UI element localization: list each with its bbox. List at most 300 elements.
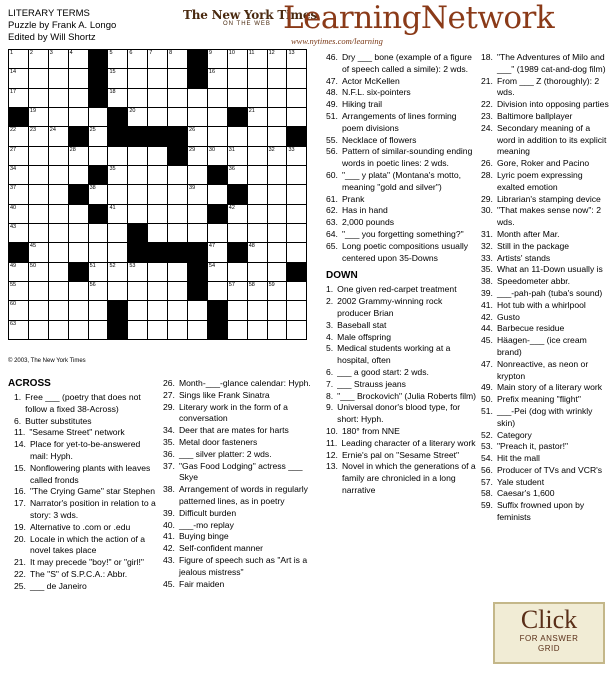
across-clues-col2: [163, 378, 323, 590]
grid-cell[interactable]: [247, 224, 267, 243]
grid-cell[interactable]: [227, 88, 247, 107]
cell-number: 18: [109, 88, 116, 95]
grid-cell[interactable]: [68, 146, 88, 165]
grid-row: [9, 243, 307, 262]
grid-cell[interactable]: [287, 88, 307, 107]
black-square: [168, 146, 188, 165]
clue-text: Nonreactive, as neon or krypton: [496, 358, 589, 381]
grid-cell[interactable]: [168, 185, 188, 204]
grid-cell[interactable]: [148, 108, 168, 127]
grid-cell[interactable]: [247, 243, 267, 262]
grid-cell[interactable]: [188, 166, 208, 185]
grid-cell[interactable]: [68, 282, 88, 301]
clue-text: 2002 Grammy-winning rock producer Brian: [337, 296, 443, 318]
grid-cell[interactable]: [267, 146, 287, 165]
grid-cell[interactable]: [88, 127, 108, 146]
grid-cell[interactable]: [48, 243, 68, 262]
grid-cell[interactable]: [247, 185, 267, 204]
grid-cell[interactable]: [68, 224, 88, 243]
clue-item: [326, 194, 478, 206]
clue-number: 1.: [326, 284, 334, 295]
clue-number: 39.: [481, 287, 493, 298]
grid-cell[interactable]: [108, 204, 128, 223]
grid-cell[interactable]: [247, 146, 267, 165]
grid-cell[interactable]: [207, 50, 227, 69]
grid-cell[interactable]: [168, 224, 188, 243]
clue-number: 55.: [326, 134, 338, 145]
grid-cell[interactable]: [267, 108, 287, 127]
grid-cell[interactable]: [48, 282, 68, 301]
clue-number: 57.: [481, 476, 493, 487]
grid-cell[interactable]: [88, 301, 108, 320]
grid-cell[interactable]: [28, 69, 48, 88]
grid-cell[interactable]: [128, 166, 148, 185]
grid-cell[interactable]: [188, 127, 208, 146]
grid-cell[interactable]: [267, 301, 287, 320]
grid-cell[interactable]: [48, 166, 68, 185]
grid-cell[interactable]: [148, 204, 168, 223]
grid-cell[interactable]: [148, 185, 168, 204]
grid-cell[interactable]: [188, 108, 208, 127]
grid-cell[interactable]: [128, 185, 148, 204]
grid-cell[interactable]: [227, 262, 247, 281]
clue-text: Actor McKellen: [341, 75, 400, 86]
grid-cell[interactable]: [48, 127, 68, 146]
grid-cell[interactable]: [9, 301, 29, 320]
black-square: [207, 204, 227, 223]
grid-cell[interactable]: [9, 204, 29, 223]
cell-number: 5: [109, 50, 113, 56]
grid-cell[interactable]: [9, 282, 29, 301]
cell-number: 36: [228, 166, 235, 173]
clue-item: [481, 406, 609, 430]
grid-cell[interactable]: [68, 69, 88, 88]
clue-number: 47.: [481, 358, 493, 369]
grid-cell[interactable]: [168, 166, 188, 185]
grid-cell[interactable]: [88, 108, 108, 127]
grid-cell[interactable]: [128, 50, 148, 69]
grid-cell[interactable]: [267, 69, 287, 88]
black-square: [108, 108, 128, 127]
clue-text: Universal donor's blood type, for short: Hyph.: [337, 402, 461, 425]
grid-cell[interactable]: [28, 185, 48, 204]
grid-cell[interactable]: [108, 282, 128, 301]
grid-cell[interactable]: [48, 50, 68, 69]
grid-cell[interactable]: [227, 282, 247, 301]
grid-cell[interactable]: [108, 146, 128, 165]
black-square: [88, 88, 108, 107]
cell-number: 63: [10, 320, 17, 327]
grid-cell[interactable]: [9, 69, 29, 88]
clue-text: Still in the package: [496, 240, 570, 251]
grid-cell[interactable]: [188, 301, 208, 320]
clue-text: Leading character of a literary work: [341, 437, 476, 448]
grid-cell[interactable]: [168, 262, 188, 281]
grid-cell[interactable]: [168, 50, 188, 69]
grid-cell[interactable]: [287, 185, 307, 204]
grid-cell[interactable]: [9, 88, 29, 107]
cell-number: 31: [228, 146, 235, 153]
clue-number: 38.: [481, 276, 493, 287]
learning-network-logo[interactable]: [183, 0, 608, 48]
grid-row: [9, 146, 307, 165]
cell-number: 6: [129, 50, 133, 56]
clue-text: Baseball stat: [337, 319, 387, 330]
grid-cell[interactable]: [28, 108, 48, 127]
cell-number: 39: [189, 185, 196, 192]
grid-cell[interactable]: [148, 166, 168, 185]
grid-cell[interactable]: [148, 146, 168, 165]
grid-cell[interactable]: [168, 88, 188, 107]
clue-number: 36.: [163, 448, 175, 459]
grid-cell[interactable]: [9, 50, 29, 69]
grid-cell[interactable]: [28, 88, 48, 107]
clue-item: [163, 402, 323, 426]
grid-cell[interactable]: [88, 262, 108, 281]
clue-number: 15.: [14, 462, 26, 473]
grid-cell[interactable]: [168, 108, 188, 127]
grid-cell[interactable]: [9, 166, 29, 185]
cell-number: 57: [228, 282, 235, 289]
grid-cell[interactable]: [28, 262, 48, 281]
grid-cell[interactable]: [287, 282, 307, 301]
grid-cell[interactable]: [9, 185, 29, 204]
clue-number: 19.: [14, 521, 26, 532]
clue-item: [481, 276, 609, 288]
clue-item: [163, 425, 323, 437]
grid-cell[interactable]: [267, 166, 287, 185]
grid-cell[interactable]: [9, 146, 29, 165]
clue-text: Free ___ (poetry that does not follow a fixed 38-Across): [25, 392, 141, 414]
cell-number: 48: [248, 243, 255, 250]
grid-cell[interactable]: [108, 69, 128, 88]
grid-cell[interactable]: [188, 224, 208, 243]
black-square: [88, 69, 108, 88]
clue-text: Necklace of flowers: [341, 134, 417, 145]
grid-cell[interactable]: [148, 224, 168, 243]
grid-cell[interactable]: [28, 301, 48, 320]
grid-cell[interactable]: [267, 224, 287, 243]
grid-cell[interactable]: [148, 301, 168, 320]
cell-number: 14: [10, 69, 17, 76]
grid-cell[interactable]: [128, 320, 148, 339]
grid-cell[interactable]: [48, 224, 68, 243]
grid-cell[interactable]: [128, 108, 148, 127]
grid-cell[interactable]: [168, 320, 188, 339]
grid-cell[interactable]: [247, 320, 267, 339]
grid-cell[interactable]: [267, 243, 287, 262]
clue-text: ___ de Janeiro: [29, 580, 87, 591]
cell-number: 51: [89, 262, 96, 269]
grid-cell[interactable]: [88, 146, 108, 165]
grid-cell[interactable]: [207, 262, 227, 281]
grid-cell[interactable]: [247, 204, 267, 223]
grid-cell[interactable]: [227, 301, 247, 320]
clue-item: [14, 522, 158, 534]
grid-cell[interactable]: [247, 127, 267, 146]
grid-cell[interactable]: [108, 166, 128, 185]
grid-cell[interactable]: [28, 204, 48, 223]
grid-cell[interactable]: [148, 262, 168, 281]
grid-cell[interactable]: [9, 224, 29, 243]
grid-cell[interactable]: [227, 204, 247, 223]
clue-number: 21.: [481, 75, 493, 86]
clue-item: [481, 123, 609, 158]
grid-cell[interactable]: [188, 146, 208, 165]
grid-cell[interactable]: [68, 320, 88, 339]
clue-item: [481, 382, 609, 394]
grid-cell[interactable]: [128, 69, 148, 88]
black-square: [88, 50, 108, 69]
grid-cell[interactable]: [267, 50, 287, 69]
grid-cell[interactable]: [227, 69, 247, 88]
grid-cell[interactable]: [88, 185, 108, 204]
clue-number: 10.: [326, 425, 338, 436]
clue-number: 29.: [163, 401, 175, 412]
grid-cell[interactable]: [247, 262, 267, 281]
grid-cell[interactable]: [148, 320, 168, 339]
grid-cell[interactable]: [188, 88, 208, 107]
black-square: [188, 69, 208, 88]
grid-cell[interactable]: [207, 146, 227, 165]
clue-item: [481, 194, 609, 206]
clue-number: 48.: [326, 87, 338, 98]
clue-number: 59.: [481, 500, 493, 511]
clue-text: Narrator's position in relation to a story: 3 wds.: [29, 498, 156, 520]
grid-cell[interactable]: [267, 262, 287, 281]
grid-cell[interactable]: [287, 243, 307, 262]
clue-text: "The Crying Game" star Stephen: [29, 486, 155, 497]
grid-cell[interactable]: [247, 88, 267, 107]
grid-cell[interactable]: [207, 224, 227, 243]
grid-cell[interactable]: [287, 50, 307, 69]
grid-cell[interactable]: [148, 69, 168, 88]
cell-number: 41: [109, 204, 116, 211]
grid-cell[interactable]: [128, 262, 148, 281]
grid-cell[interactable]: [128, 301, 148, 320]
grid-cell[interactable]: [207, 88, 227, 107]
grid-cell[interactable]: [168, 301, 188, 320]
cell-number: 21: [248, 108, 255, 115]
cell-number: 45: [29, 243, 37, 250]
grid-cell[interactable]: [227, 146, 247, 165]
clue-number: 54.: [481, 453, 493, 464]
grid-cell[interactable]: [207, 185, 227, 204]
answer-grid-button[interactable]: [493, 602, 605, 664]
grid-cell[interactable]: [188, 204, 208, 223]
grid-row: [9, 282, 307, 301]
grid-cell[interactable]: [128, 88, 148, 107]
grid-cell[interactable]: [207, 69, 227, 88]
clue-text: Month-___-glance calendar: Hyph.: [178, 378, 311, 388]
clue-text: Arrangement of words in regularly patterned lines, as in poetry: [178, 484, 308, 506]
grid-cell[interactable]: [28, 127, 48, 146]
grid-cell[interactable]: [287, 108, 307, 127]
clue-number: 47.: [326, 75, 338, 86]
grid-cell[interactable]: [48, 204, 68, 223]
clue-number: 52.: [481, 429, 493, 440]
grid-cell[interactable]: [207, 282, 227, 301]
clue-number: 18.: [481, 52, 493, 62]
grid-cell[interactable]: [247, 69, 267, 88]
black-square: [68, 127, 88, 146]
clue-number: 37.: [163, 460, 175, 471]
grid-cell[interactable]: [267, 127, 287, 146]
grid-cell[interactable]: [207, 127, 227, 146]
grid-cell[interactable]: [28, 166, 48, 185]
grid-cell[interactable]: [128, 204, 148, 223]
grid-cell[interactable]: [28, 146, 48, 165]
grid-cell[interactable]: [28, 243, 48, 262]
grid-cell[interactable]: [287, 146, 307, 165]
grid-cell[interactable]: [247, 282, 267, 301]
grid-cell[interactable]: [247, 108, 267, 127]
clue-item: [326, 296, 478, 320]
black-square: [207, 320, 227, 339]
clue-text: Fair maiden: [178, 578, 225, 589]
clue-item: [481, 477, 609, 489]
grid-cell[interactable]: [48, 146, 68, 165]
grid-cell[interactable]: [68, 204, 88, 223]
clue-text: Novel in which the generations of a family are chronicled in a long narrative: [341, 461, 476, 495]
grid-cell[interactable]: [227, 224, 247, 243]
clue-text: Häagen-___ (ice cream brand): [496, 335, 587, 357]
grid-cell[interactable]: [168, 69, 188, 88]
clue-item: [481, 430, 609, 442]
grid-cell[interactable]: [9, 320, 29, 339]
clue-item: [326, 111, 478, 135]
clue-item: [481, 288, 609, 300]
grid-row: [9, 320, 307, 339]
grid-cell[interactable]: [188, 320, 208, 339]
grid-cell[interactable]: [247, 166, 267, 185]
grid-cell[interactable]: [28, 282, 48, 301]
grid-cell[interactable]: [247, 301, 267, 320]
clue-item: [481, 500, 609, 524]
grid-cell[interactable]: [48, 69, 68, 88]
grid-cell[interactable]: [108, 88, 128, 107]
grid-cell[interactable]: [287, 224, 307, 243]
grid-cell[interactable]: [108, 224, 128, 243]
grid-cell[interactable]: [128, 146, 148, 165]
grid-cell[interactable]: [148, 282, 168, 301]
grid-cell[interactable]: [267, 88, 287, 107]
grid-cell[interactable]: [88, 282, 108, 301]
grid-cell[interactable]: [207, 243, 227, 262]
grid-cell[interactable]: [28, 320, 48, 339]
clue-item: [326, 438, 478, 450]
clue-text: Prefix meaning "flight": [496, 394, 581, 405]
grid-cell[interactable]: [68, 301, 88, 320]
grid-cell[interactable]: [227, 127, 247, 146]
clue-item: [326, 76, 478, 88]
grid-cell[interactable]: [68, 108, 88, 127]
grid-cell[interactable]: [188, 185, 208, 204]
grid-cell[interactable]: [148, 88, 168, 107]
clue-text: Ernie's pal on "Sesame Street": [341, 449, 460, 460]
grid-cell[interactable]: [207, 108, 227, 127]
clue-item: [481, 158, 609, 170]
black-square: [108, 301, 128, 320]
grid-cell[interactable]: [28, 50, 48, 69]
grid-cell[interactable]: [48, 301, 68, 320]
grid-cell[interactable]: [267, 282, 287, 301]
clue-text: "___ you forgetting something?": [341, 228, 464, 239]
clue-text: ___-pah-pah (tuba's sound): [496, 287, 603, 298]
grid-cell[interactable]: [227, 166, 247, 185]
grid-cell[interactable]: [68, 166, 88, 185]
clue-number: 13.: [326, 461, 338, 472]
grid-cell[interactable]: [68, 88, 88, 107]
grid-cell[interactable]: [108, 262, 128, 281]
cell-number: 54: [208, 262, 216, 269]
grid-row: [9, 204, 307, 223]
grid-row: [9, 166, 307, 185]
clue-number: 42.: [481, 311, 493, 322]
grid-cell[interactable]: [48, 88, 68, 107]
grid-cell[interactable]: [68, 50, 88, 69]
grid-cell[interactable]: [287, 69, 307, 88]
grid-cell[interactable]: [128, 282, 148, 301]
grid-cell[interactable]: [48, 320, 68, 339]
grid-cell[interactable]: [287, 301, 307, 320]
clue-item: [326, 343, 478, 367]
grid-cell[interactable]: [28, 224, 48, 243]
grid-cell[interactable]: [48, 108, 68, 127]
grid-cell[interactable]: [9, 127, 29, 146]
clue-number: 61.: [326, 193, 338, 204]
clue-item: [481, 229, 609, 241]
grid-cell[interactable]: [287, 204, 307, 223]
grid-cell[interactable]: [267, 185, 287, 204]
clue-number: 23.: [481, 110, 493, 121]
grid-cell[interactable]: [168, 204, 188, 223]
grid-cell[interactable]: [108, 50, 128, 69]
on-the-web-label: ON THE WEB: [223, 21, 271, 27]
clue-item: [481, 99, 609, 111]
grid-cell[interactable]: [148, 50, 168, 69]
cell-number: 59: [268, 282, 275, 289]
puzzle-title: LITERARY TERMS: [8, 8, 90, 19]
grid-cell[interactable]: [9, 262, 29, 281]
grid-cell[interactable]: [48, 262, 68, 281]
grid-cell[interactable]: [88, 224, 108, 243]
clue-number: 41.: [163, 531, 175, 542]
clue-item: [326, 332, 478, 344]
click-label: Click: [520, 605, 578, 634]
clue-item: [481, 488, 609, 500]
grid-cell[interactable]: [88, 243, 108, 262]
grid-cell[interactable]: [227, 50, 247, 69]
clue-number: 60.: [326, 169, 338, 180]
grid-cell[interactable]: [267, 204, 287, 223]
grid-cell[interactable]: [227, 320, 247, 339]
grid-cell[interactable]: [267, 320, 287, 339]
grid-cell[interactable]: [287, 166, 307, 185]
grid-cell[interactable]: [108, 243, 128, 262]
grid-cell[interactable]: [247, 50, 267, 69]
grid-cell[interactable]: [48, 185, 68, 204]
grid-cell[interactable]: [168, 282, 188, 301]
grid-cell[interactable]: [88, 320, 108, 339]
clue-number: 6.: [14, 415, 22, 426]
grid-cell[interactable]: [287, 320, 307, 339]
grid-cell[interactable]: [108, 185, 128, 204]
clue-item: [481, 253, 609, 265]
grid-cell[interactable]: [68, 243, 88, 262]
clue-item: [481, 241, 609, 253]
cell-number: 13: [288, 50, 295, 56]
